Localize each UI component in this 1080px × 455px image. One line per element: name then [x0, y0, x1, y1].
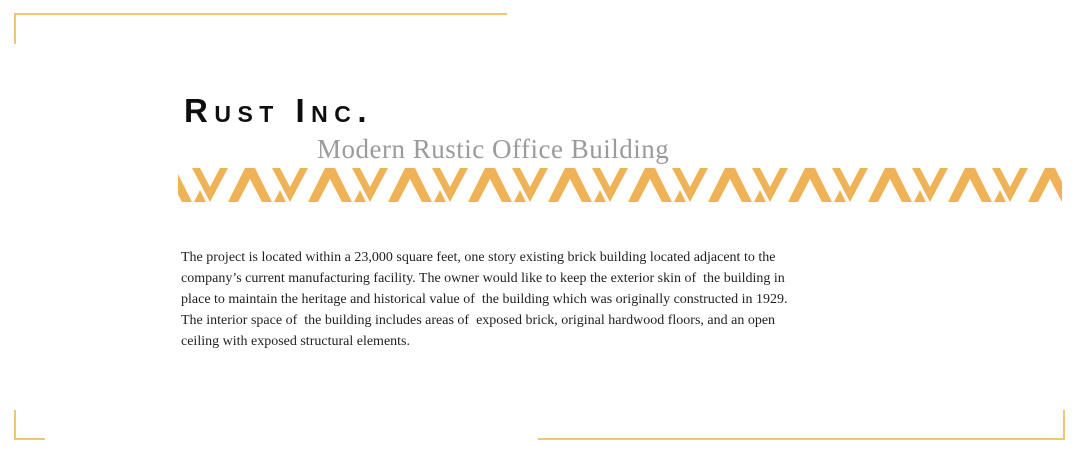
bottom-right-frame-horizontal-line [538, 438, 1065, 440]
bottom-left-frame-vertical-line [14, 410, 16, 440]
chevron-band-fill [178, 168, 1062, 202]
company-name: Rust Inc. [184, 92, 374, 129]
description-line: company’s current manufacturing facility. The owner would like to keep the exterior skin of the building in [181, 271, 785, 286]
project-title: Modern Rustic Office Building [317, 134, 670, 164]
description-line: place to maintain the heritage and historical value of the building which was originally constructed in 1929. [181, 292, 788, 307]
bottom-right-frame-vertical-line [1063, 410, 1065, 440]
description-line: ceiling with exposed structural elements. [181, 334, 410, 349]
bottom-left-frame-horizontal-line [14, 438, 45, 440]
project-description [181, 247, 788, 352]
description-line: The interior space of the building includes areas of exposed brick, original hardwood floors, and an open [181, 313, 776, 328]
top-left-frame-vertical-line [14, 13, 16, 44]
description-line: The project is located within a 23,000 square feet, one story existing brick building located adjacent to the [181, 250, 776, 265]
chevron-pattern-band [178, 168, 1062, 202]
top-left-frame-horizontal-line [15, 13, 507, 15]
